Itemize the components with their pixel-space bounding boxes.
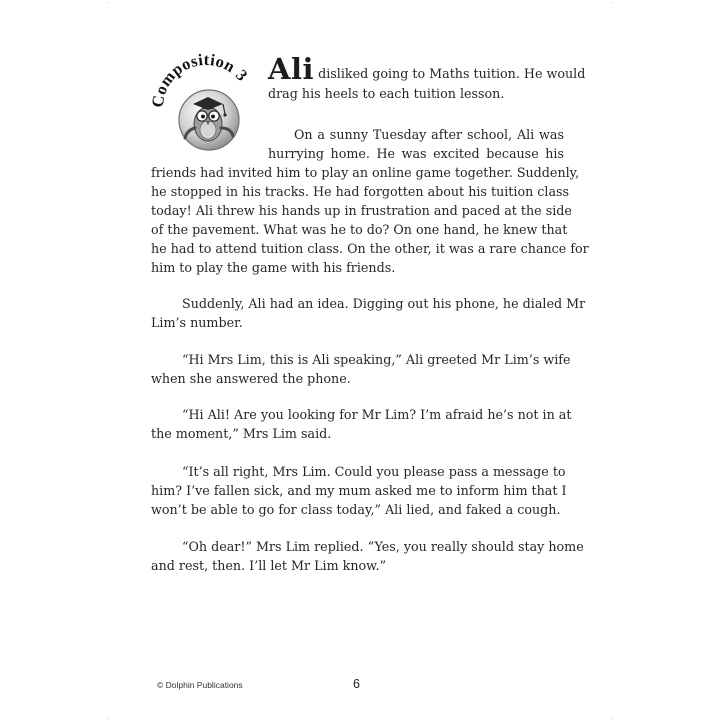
- intro-paragraph: [268, 52, 586, 103]
- intro-line-2: drag his heels to each tuition lesson.: [268, 86, 505, 101]
- text-line: of the pavement. What was he to do? On one hand, he knew that: [151, 222, 568, 237]
- text-line: when she answered the phone.: [151, 371, 351, 386]
- text-line: the moment,” Mrs Lim said.: [151, 426, 332, 441]
- crop-mark: [108, 718, 109, 719]
- text-line: Lim’s number.: [151, 315, 243, 330]
- text-line: “Hi Mrs Lim, this is Ali speaking,” Ali greeted Mr Lim’s wife: [182, 352, 571, 367]
- footer-copyright: © Dolphin Publications: [157, 680, 243, 690]
- text-line: “Hi Ali! Are you looking for Mr Lim? I’m afraid he’s not in at: [182, 407, 572, 422]
- composition-badge: [151, 44, 261, 156]
- paragraph-5: [151, 462, 567, 519]
- intro-line-1: Ali disliked going to Maths tuition. He would: [268, 52, 586, 86]
- crop-mark: [612, 718, 613, 719]
- text-line: today! Ali threw his hands up in frustration and paced at the side: [151, 203, 572, 218]
- text-line: and rest, then. I’ll let Mr Lim know.”: [151, 558, 387, 573]
- text-line: won’t be able to go for class today,” Ali lied, and faked a cough.: [151, 502, 561, 517]
- paragraph-1: [151, 163, 589, 277]
- paragraph-narrow: [268, 125, 564, 163]
- paragraph-4: [151, 405, 572, 443]
- owl-mascot-icon: [151, 44, 261, 156]
- composition-title: omposition 3: [151, 49, 252, 98]
- text-line: he had to attend tuition class. On the other, it was a rare chance for: [151, 241, 589, 256]
- text-line: “Oh dear!” Mrs Lim replied. “Yes, you really should stay home: [182, 539, 584, 554]
- text-line: he stopped in his tracks. He had forgotten about his tuition class: [151, 184, 570, 199]
- page-number: 6: [353, 677, 360, 691]
- text-line: hurrying home. He was excited because his: [268, 146, 564, 161]
- crop-mark: [612, 2, 613, 3]
- text-line: him to play the game with his friends.: [151, 260, 396, 275]
- text-line: Suddenly, Ali had an idea. Digging out his phone, he dialed Mr: [182, 296, 586, 311]
- text-line: friends had invited him to play an online game together. Suddenly,: [151, 165, 580, 180]
- text-line: “It’s all right, Mrs Lim. Could you please pass a message to: [182, 464, 566, 479]
- drop-cap: Ali: [268, 52, 315, 86]
- paragraph-2: [151, 294, 586, 332]
- paragraph-3: [151, 350, 571, 388]
- paragraph-6: [151, 537, 584, 575]
- text-line: On a sunny Tuesday after school, Ali was: [294, 127, 564, 142]
- text-line: him? I’ve fallen sick, and my mum asked me to inform him that I: [151, 483, 567, 498]
- crop-mark: [108, 2, 109, 3]
